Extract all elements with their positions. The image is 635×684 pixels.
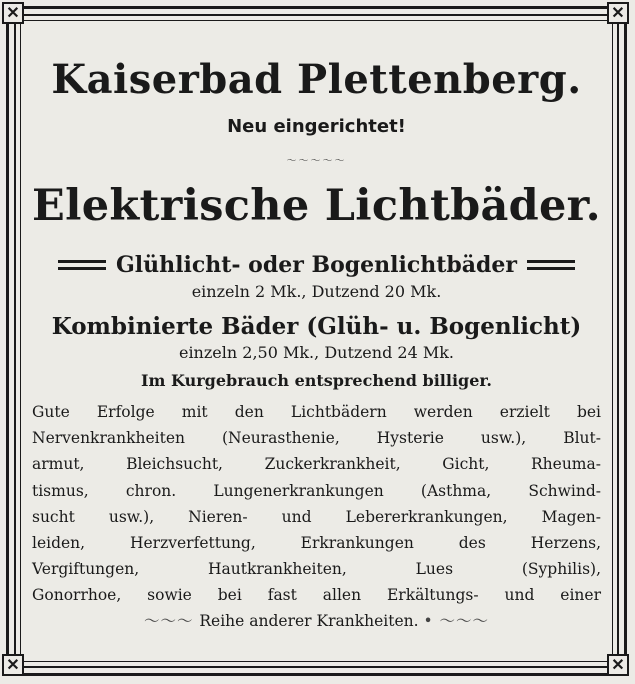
closing-text: Reihe anderer Krankheiten.: [199, 612, 419, 630]
double-rule-icon: [58, 260, 106, 270]
offer1-title: Glühlicht- oder Bogenlichtbäder: [115, 252, 518, 278]
ad-content: [28, 26, 605, 654]
cure-note: Im Kurgebrauch entsprechend billiger.: [141, 371, 492, 390]
offer2-price: einzeln 2,50 Mk., Dutzend 24 Mk.: [178, 343, 455, 362]
double-rule-icon: [527, 260, 575, 270]
corner-ornament-icon: ✕: [2, 654, 24, 676]
offer1-price: einzeln 2 Mk., Dutzend 20 Mk.: [191, 282, 442, 301]
ad-heading: Elektrische Lichtbäder.: [32, 181, 601, 231]
wave-divider-icon: 〜〜〜: [143, 612, 200, 630]
body-line: tismus, chron. Lungenerkrankungen (Asthma, Schwind-: [32, 481, 601, 500]
corner-ornament-icon: ✕: [2, 2, 24, 24]
closing-line: [28, 609, 605, 631]
ad-body-text: [32, 399, 601, 609]
body-line: Gonorrhoe, sowie bei fast allen Erkältungs- und einer: [32, 586, 601, 605]
body-line: Nervenkrankheiten (Neurasthenie, Hysterie usw.), Blut-: [32, 429, 601, 448]
offer2-title: Kombinierte Bäder (Glüh- u. Bogenlicht): [51, 313, 582, 340]
body-line: leiden, Herzverfettung, Erkrankungen des Herzens,: [32, 534, 601, 553]
body-line: sucht usw.), Nieren- und Lebererkrankungen, Magen-: [32, 507, 601, 526]
body-line: armut, Bleichsucht, Zuckerkrankheit, Gicht, Rheuma-: [32, 455, 601, 474]
wave-divider-icon: • 〜〜〜: [423, 612, 490, 630]
body-line: Vergiftungen, Hautkrankheiten, Lues (Syphilis),: [32, 560, 601, 579]
offer1-row: [28, 252, 605, 278]
ad-title: Kaiserbad Plettenberg.: [51, 56, 582, 103]
wave-divider-icon: 〜〜〜〜〜: [286, 156, 347, 167]
corner-ornament-icon: ✕: [607, 2, 629, 24]
corner-ornament-icon: ✕: [607, 654, 629, 676]
ad-subtitle: Neu eingerichtet!: [227, 116, 406, 137]
offer2-row: [28, 313, 605, 340]
body-line: Gute Erfolge mit den Lichtbädern werden erzielt bei: [32, 403, 601, 421]
